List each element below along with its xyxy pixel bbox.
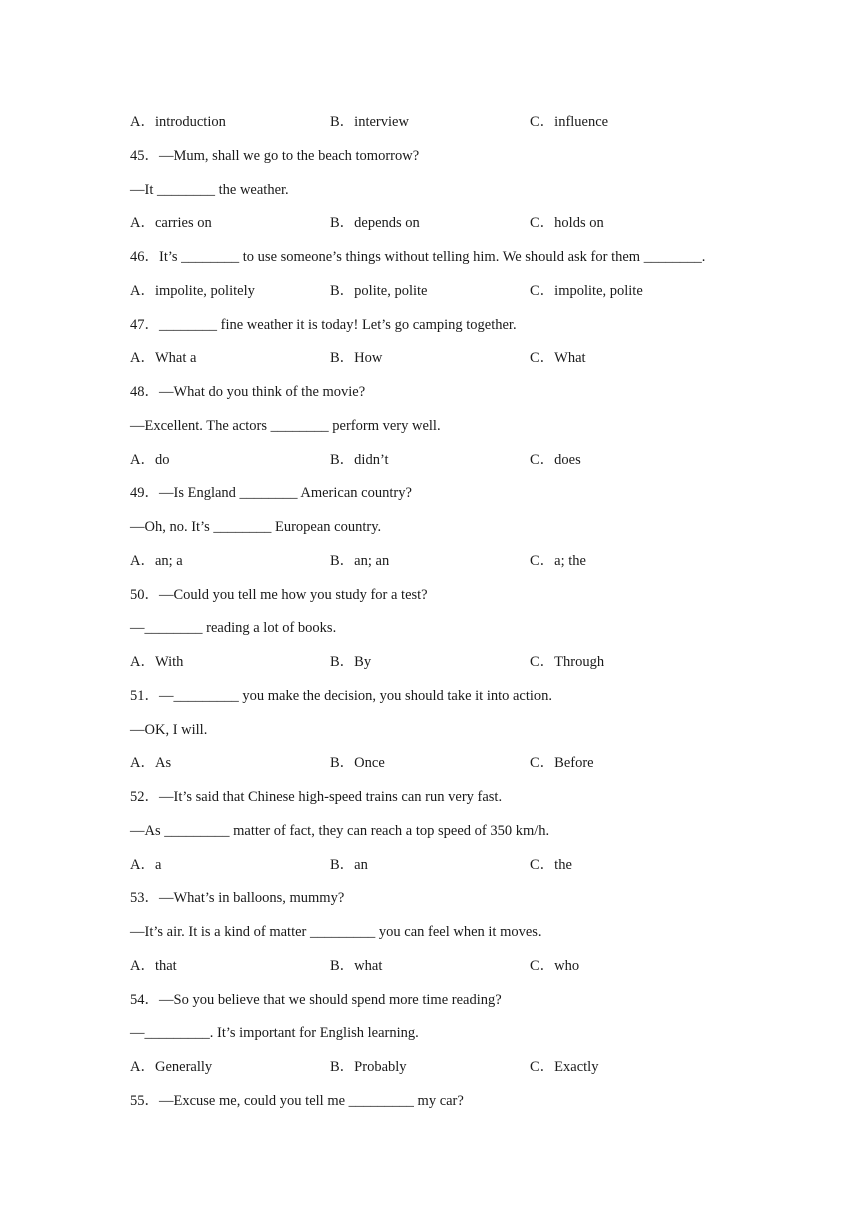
- answer-option-b: B．polite, polite: [330, 282, 428, 299]
- answer-options-row: [130, 751, 820, 775]
- answer-options-row: [130, 549, 820, 573]
- answer-option-a: A．an; a: [130, 552, 183, 569]
- answer-option-b: B．interview: [330, 114, 409, 130]
- question-text-line: —It’s air. It is a kind of matter _________ you can feel when it moves.: [130, 924, 542, 940]
- answer-option-c: C．What: [530, 350, 586, 367]
- answer-option-c: C．Through: [530, 654, 605, 670]
- answer-option-a: A．What a: [130, 350, 197, 367]
- question-text-line: 45．—Mum, shall we go to the beach tomorrow?: [130, 147, 420, 164]
- question-text-line: 46．It’s ________ to use someone’s things without telling him. We should ask for them ________.: [130, 249, 706, 265]
- answer-option-a: A．carries on: [130, 215, 212, 232]
- answer-option-c: C．influence: [530, 114, 609, 130]
- answer-option-a: A．do: [130, 451, 170, 468]
- answer-options-row: [130, 1055, 820, 1079]
- answer-option-a: A．introduction: [130, 114, 226, 130]
- answer-option-c: C．impolite, polite: [530, 282, 643, 299]
- answer-option-b: B．an: [330, 856, 368, 873]
- answer-option-c: C．Before: [530, 755, 594, 772]
- question-text-line: —_________. It’s important for English learning.: [130, 1025, 419, 1042]
- question-text-line: 53．—What’s in balloons, mummy?: [130, 890, 345, 907]
- question-text-line: 52．—It’s said that Chinese high-speed trains can run very fast.: [130, 789, 503, 805]
- answer-option-c: C．a; the: [530, 552, 586, 569]
- question-text-line: —Oh, no. It’s ________ European country.: [130, 519, 382, 535]
- question-text-line: —It ________ the weather.: [130, 181, 289, 198]
- answer-option-a: A．a: [130, 856, 162, 873]
- answer-options-row: [130, 853, 820, 877]
- answer-option-a: A．With: [130, 654, 184, 670]
- answer-option-b: B．Probably: [330, 1059, 407, 1075]
- answer-options-row: [130, 110, 820, 134]
- question-text-line: 51．—_________ you make the decision, you should take it into action.: [130, 687, 553, 704]
- question-text-line: 50．—Could you tell me how you study for a test?: [130, 586, 428, 603]
- answer-option-c: C．Exactly: [530, 1059, 599, 1075]
- answer-option-a: A．Generally: [130, 1059, 213, 1075]
- answer-option-b: B．By: [330, 654, 372, 670]
- question-text-line: 48．—What do you think of the movie?: [130, 384, 366, 400]
- answer-options-row: [130, 448, 820, 472]
- answer-option-a: A．impolite, politely: [130, 282, 255, 299]
- question-text-line: —OK, I will.: [130, 721, 208, 738]
- answer-option-b: B．depends on: [330, 215, 420, 232]
- answer-options-row: [130, 954, 820, 978]
- answer-option-c: C．the: [530, 856, 572, 873]
- question-text-line: —Excellent. The actors ________ perform very well.: [130, 417, 441, 434]
- answer-option-c: C．does: [530, 451, 581, 468]
- answer-option-a: A．that: [130, 957, 177, 974]
- question-text-line: —As _________ matter of fact, they can reach a top speed of 350 km/h.: [130, 822, 550, 839]
- question-text-line: 47．________ fine weather it is today! Let’s go camping together.: [130, 316, 517, 333]
- answer-option-b: B．Once: [330, 755, 385, 772]
- answer-options-row: [130, 211, 820, 235]
- answer-option-b: B．How: [330, 350, 383, 367]
- answer-option-c: C．who: [530, 957, 580, 974]
- answer-option-b: B．didn’t: [330, 451, 389, 468]
- answer-options-row: [130, 346, 820, 370]
- answer-option-b: B．what: [330, 957, 383, 974]
- answer-option-b: B．an; an: [330, 552, 390, 569]
- answer-options-row: [130, 279, 820, 303]
- question-text-line: —________ reading a lot of books.: [130, 620, 337, 637]
- answer-options-row: [130, 650, 820, 674]
- question-text-line: 55．—Excuse me, could you tell me _________ my car?: [130, 1092, 464, 1109]
- answer-option-a: A．As: [130, 755, 172, 772]
- answer-option-c: C．holds on: [530, 215, 604, 232]
- question-text-line: 49．—Is England ________ American country?: [130, 485, 412, 502]
- question-text-line: 54．—So you believe that we should spend more time reading?: [130, 991, 502, 1008]
